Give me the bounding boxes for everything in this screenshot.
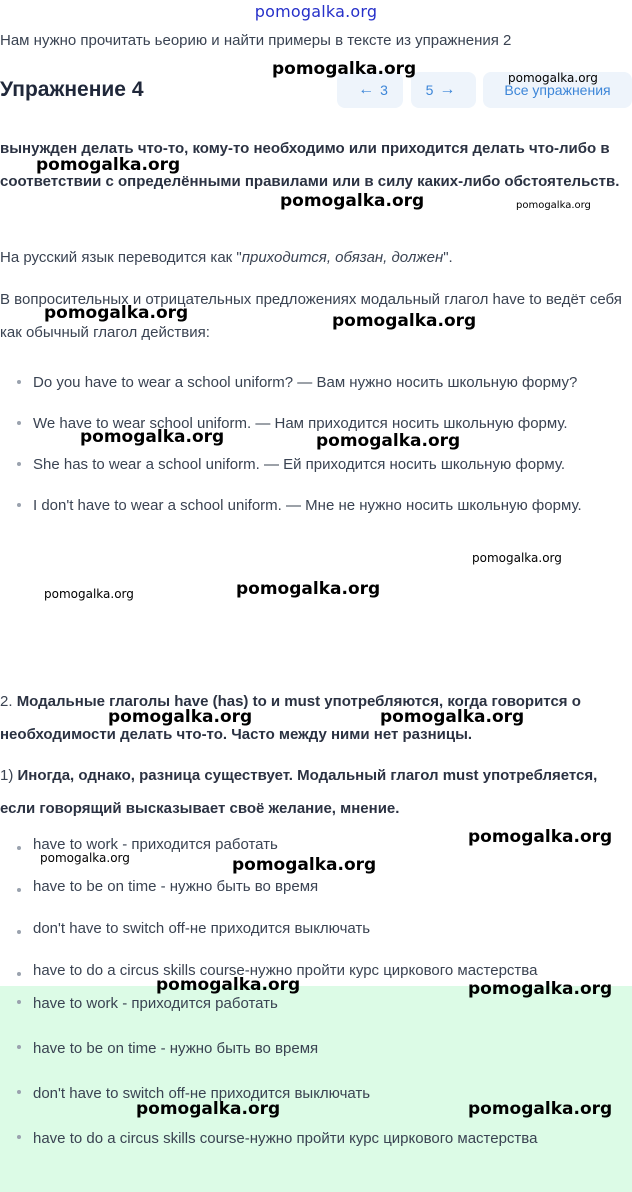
watermark: pomogalka.org xyxy=(44,303,189,323)
watermark: pomogalka.org xyxy=(40,851,130,865)
watermark: pomogalka.org xyxy=(468,1099,613,1119)
page-title: Упражнение 4 xyxy=(0,78,144,101)
translation-paragraph xyxy=(0,241,630,274)
watermark: pomogalka.org xyxy=(380,707,525,727)
watermark: pomogalka.org xyxy=(508,71,598,85)
watermark: pomogalka.org xyxy=(232,855,377,875)
list-item: have to work - приходится работать xyxy=(0,986,630,1022)
list-item: have to be on time - нужно быть во время xyxy=(0,1031,630,1067)
watermark: pomogalka.org xyxy=(236,579,381,599)
answer-box xyxy=(0,986,632,1192)
examples-list xyxy=(0,366,630,530)
watermark: pomogalka.org xyxy=(80,427,225,447)
translation-words: приходится, обязан, должен xyxy=(241,249,444,266)
rule-text: Модальные глаголы have (has) to и must употребляются, когда говорится о необходимости делать что-то. Часто между ними нет разницы. xyxy=(0,693,581,743)
watermark: pomogalka.org xyxy=(156,975,301,995)
watermark: pomogalka.org xyxy=(136,1099,281,1119)
watermark: pomogalka.org xyxy=(468,827,613,847)
questions-paragraph: В вопросительных и отрицательных предложениях модальный глагол have to ведёт себя как обычный глагол действия: xyxy=(0,291,622,341)
list-item: Do you have to wear a school uniform? — Вам нужно носить школьную форму? xyxy=(0,366,630,400)
list-item: have to work - приходится работать xyxy=(0,832,630,858)
arrow-left-icon: ← xyxy=(358,81,375,98)
answer-list xyxy=(0,986,630,1166)
rule-paragraph-2 xyxy=(0,685,630,751)
list-item: have to do a circus skills course-нужно пройти курс циркового мастерства xyxy=(0,958,630,984)
watermark: pomogalka.org xyxy=(472,551,562,565)
watermark: pomogalka.org xyxy=(280,191,425,211)
rule-number: 2. xyxy=(0,693,17,710)
watermark: pomogalka.org xyxy=(44,587,134,601)
watermark: pomogalka.org xyxy=(468,979,613,999)
list-item: I don't have to wear a school uniform. — Мне не нужно носить школьную форму. xyxy=(0,489,630,523)
rule-paragraph-1 xyxy=(0,759,630,825)
watermark: pomogalka.org xyxy=(332,311,477,331)
watermark: pomogalka.org xyxy=(516,200,591,211)
list-item: She has to wear a school uniform. — Ей приходится носить школьную форму. xyxy=(0,448,630,482)
arrow-right-icon: → xyxy=(439,81,456,98)
prev-exercise-label: 3 xyxy=(380,82,388,98)
list-item: don't have to switch off-не приходится выключать xyxy=(0,1076,630,1112)
intro-text: Нам нужно прочитать ьеорию и найти примеры в тексте из упражнения 2 xyxy=(0,32,512,49)
list-item: don't have to switch off-не приходится выключать xyxy=(0,916,630,942)
site-logo[interactable]: pomogalka.org xyxy=(254,2,378,21)
all-exercises-label: Все упражнения xyxy=(504,82,611,98)
list-item: We have to wear school uniform. — Нам приходится носить школьную форму. xyxy=(0,407,630,441)
next-exercise-button[interactable] xyxy=(411,72,476,108)
list-item: have to be on time - нужно быть во время xyxy=(0,874,630,900)
watermark: pomogalka.org xyxy=(36,155,181,175)
rule-number: 1) xyxy=(0,767,18,784)
definition-paragraph: вынужден делать что-то, кому-то необходимо или приходится делать что-либо в соответствии с определёнными правилами или в силу каких-либо обстоятельств. xyxy=(0,140,620,190)
translation-prefix: На русский язык переводится как " xyxy=(0,249,242,266)
translation-suffix: ". xyxy=(443,249,453,266)
watermark: pomogalka.org xyxy=(316,431,461,451)
rule-text: Иногда, однако, разница существует. Модальный глагол must употребляется, если говорящий высказывает своё желание, мнение. xyxy=(0,767,598,817)
next-exercise-label: 5 xyxy=(425,82,434,98)
watermark: pomogalka.org xyxy=(272,59,417,79)
list-item: have to do a circus skills course-нужно пройти курс циркового мастерства xyxy=(0,1121,630,1157)
watermark: pomogalka.org xyxy=(108,707,253,727)
